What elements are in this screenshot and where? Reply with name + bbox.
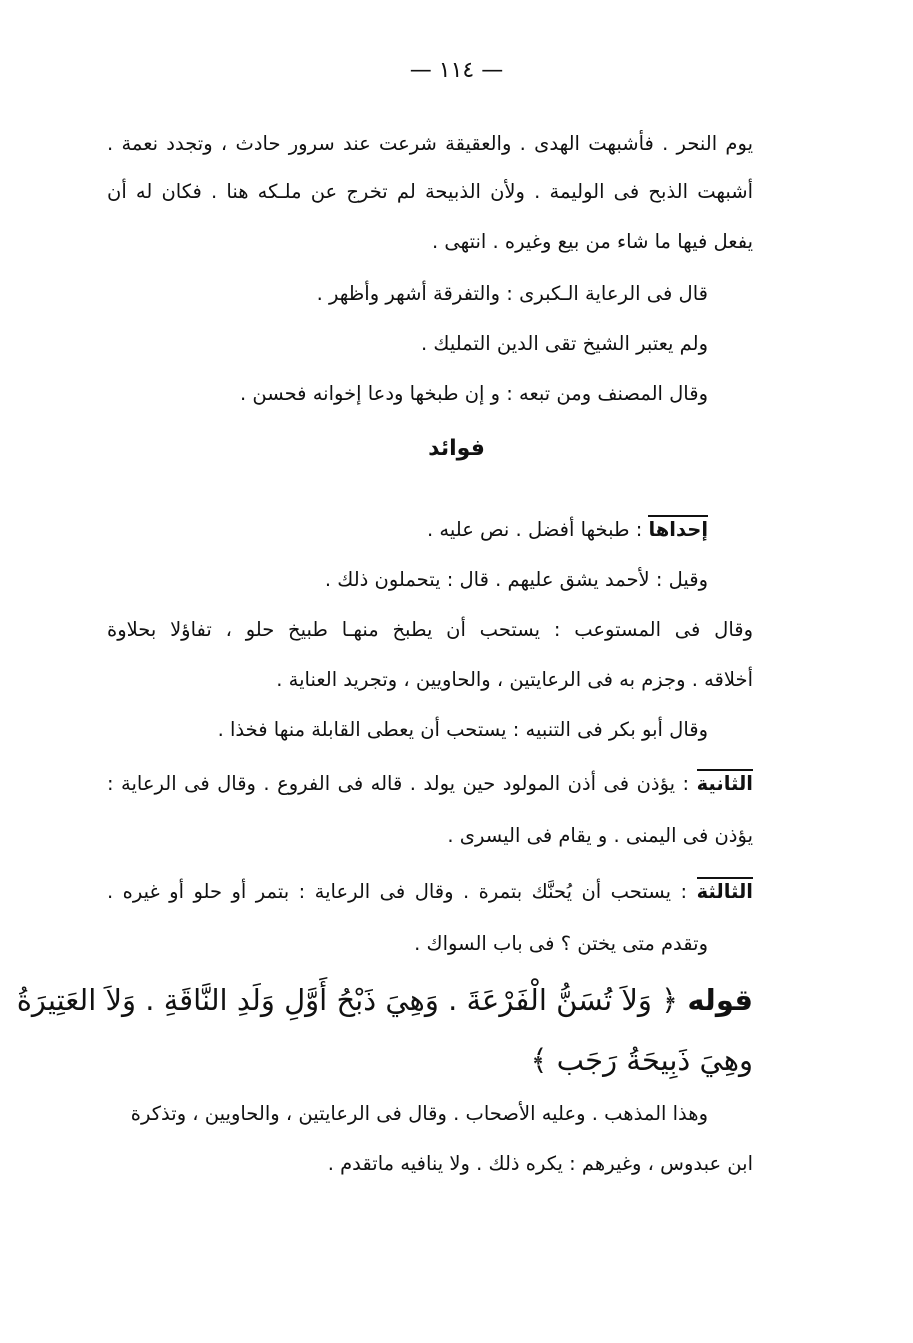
text-line: أخلاقه . وجزم به فى الرعايتين ، والحاويين ، وتجريد العناية .: [276, 668, 753, 691]
text-line: ولم يعتبر الشيخ تقى الدين التمليك .: [420, 332, 708, 355]
text-line-content: وقال فى المستوعب : يستحب أن يطبخ منهـا طبيخ حلو ، تفاؤلا بحلاوة: [107, 618, 753, 641]
quote-line: وهِيَ ذَبِيحَةُ رَجَب ﴾: [530, 1043, 753, 1077]
page-number: — ١١٤ —: [409, 58, 504, 83]
quote-lead: قوله: [687, 983, 753, 1017]
text-line: يفعل فيها ما شاء من بيع وغيره . انتهى .: [431, 230, 753, 253]
text-line: [107, 616, 753, 644]
quote-text: ﴿ وَلاَ تُسَنُّ الْفَرْعَةَ . وَهِيَ ذَبْحُ أَوَّلِ وَلَدِ النَّاقَةِ . وَلاَ العَتِيرَةُ: [16, 983, 688, 1017]
text-line: ابن عبدوس ، وغيرهم : يكره ذلك . ولا ينافيه ماتقدم .: [327, 1152, 753, 1175]
text-line: قال فى الرعاية الـكبرى : والتفرقة أشهر وأظهر .: [316, 282, 708, 305]
second-benefit-keyword: الثانية: [697, 769, 753, 795]
third-benefit-text: : يستحب أن يُحنَّك بتمرة . وقال فى الرعاية : بتمر أو حلو أو غيره .: [107, 880, 697, 903]
first-benefit-line: [427, 516, 708, 544]
second-benefit-line: [107, 770, 753, 798]
text-line: وتقدم متى يختن ؟ فى باب السواك .: [414, 932, 708, 955]
text-line: أشبهت الذبح فى الوليمة . ولأن الذبيحة لم تخرج عن ملـكه هنا . فكان له أن: [107, 180, 753, 203]
text-line: وقيل : لأحمد يشق عليهم . قال : يتحملون ذلك .: [324, 568, 708, 591]
quote-line: [17, 982, 753, 1018]
text-line: وقال المصنف ومن تبعه : و إن طبخها ودعا إخوانه فحسن .: [239, 382, 708, 405]
second-benefit-text: : يؤذن فى أذن المولود حين يولد . قاله فى الفروع . وقال فى الرعاية :: [107, 772, 697, 795]
text-line: يوم النحر . فأشبهت الهدى . والعقيقة شرعت عند سرور حادث ، وتجدد نعمة .: [107, 132, 753, 155]
text-line: وقال أبو بكر فى التنبيه : يستحب أن يعطى القابلة منها فخذا .: [217, 718, 708, 741]
first-benefit-keyword: إحداها: [648, 515, 708, 541]
first-benefit-text: : طبخها أفضل . نص عليه .: [427, 518, 649, 541]
text-line: يؤذن فى اليمنى . و يقام فى اليسرى .: [447, 824, 753, 847]
section-heading: فوائد: [428, 436, 485, 461]
third-benefit-line: [107, 878, 753, 906]
text-line: وهذا المذهب . وعليه الأصحاب . وقال فى الرعايتين ، والحاويين ، وتذكرة: [130, 1102, 708, 1125]
third-benefit-keyword: الثالثة: [697, 877, 753, 903]
